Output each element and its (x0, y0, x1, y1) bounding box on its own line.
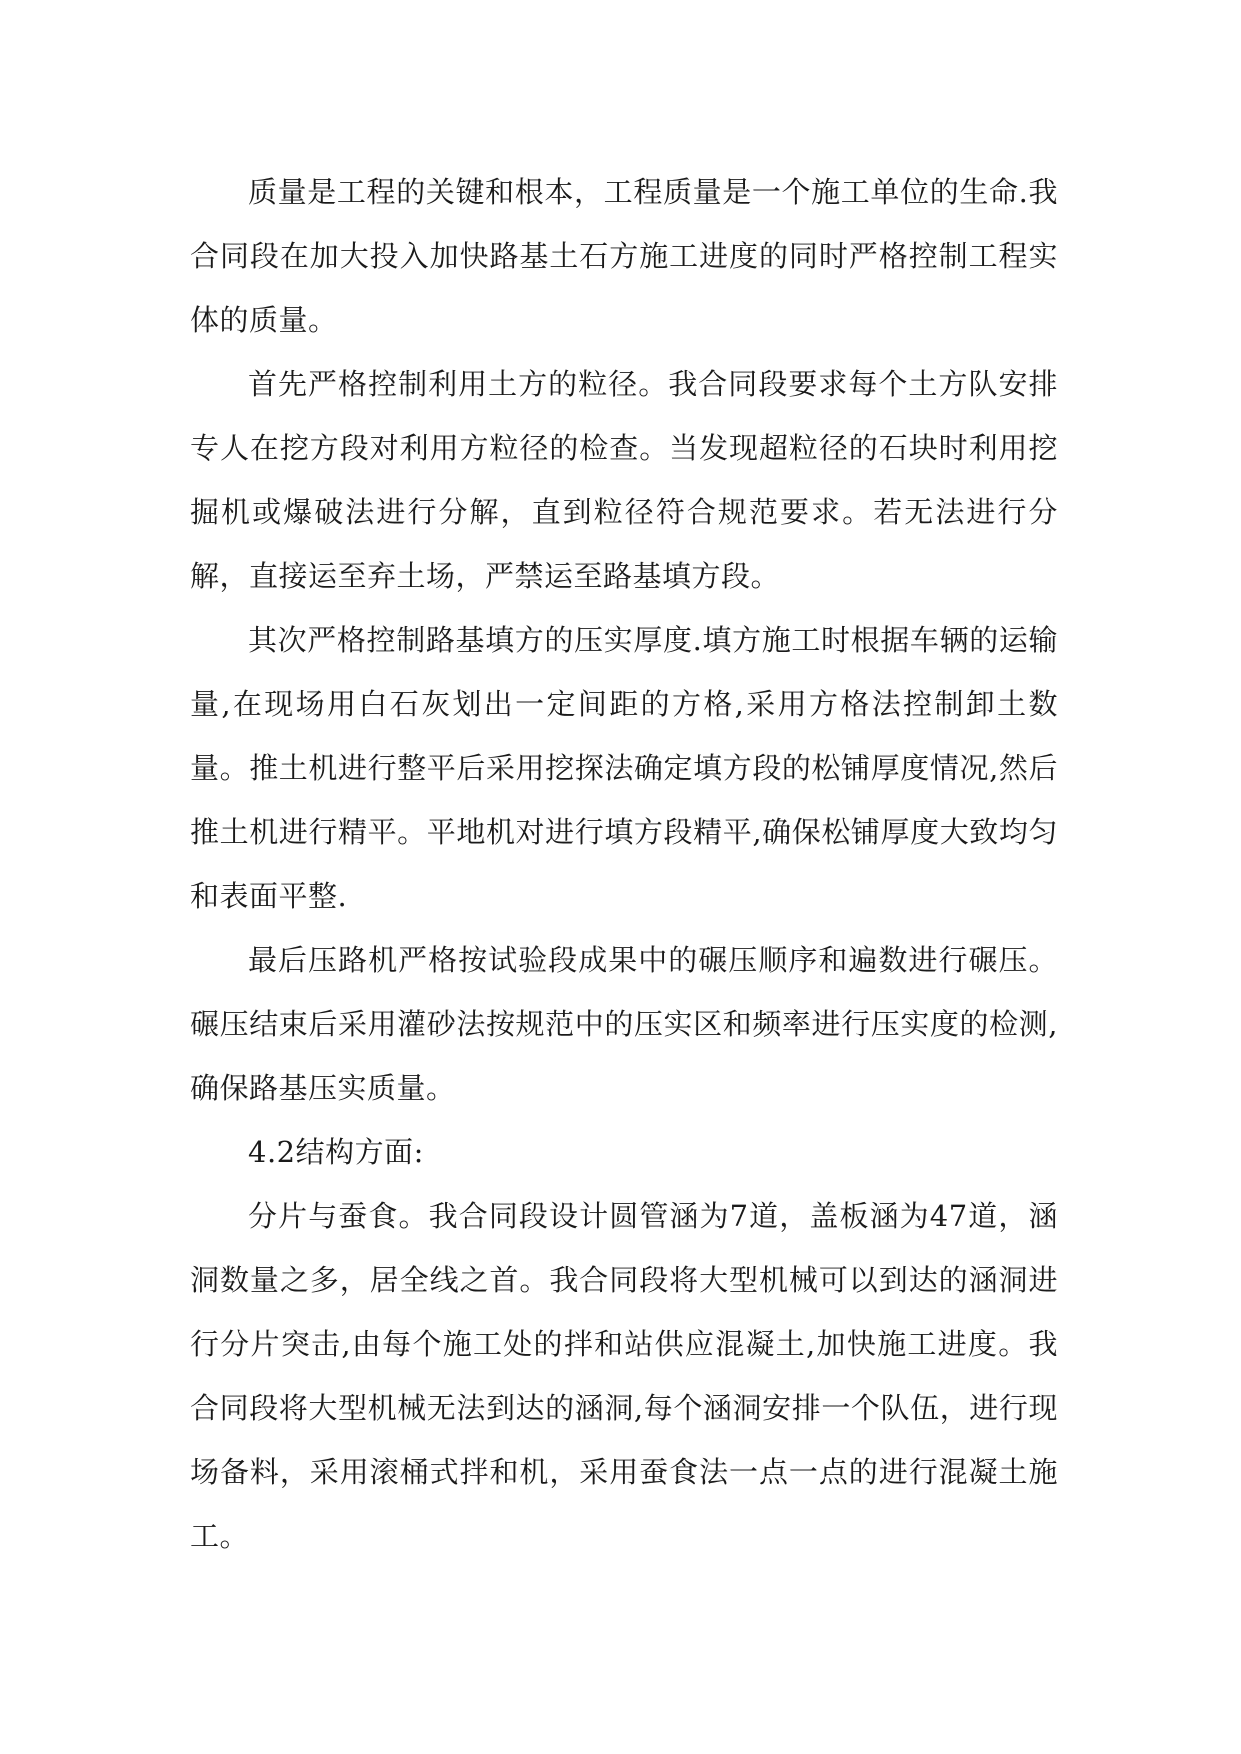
paragraph-soil-particle-size: 首先严格控制利用土方的粒径。我合同段要求每个土方队安排专人在挖方段对利用方粒径的检查。当发现超粒径的石块时利用挖掘机或爆破法进行分解，直到粒径符合规范要求。若无法进行分解，直接运至弃土场，严禁运至路基填方段。 (190, 367, 1058, 593)
section-heading-structure: 4.2结构方面: (248, 1135, 424, 1169)
paragraph-culvert-construction: 分片与蚕食。我合同段设计圆管涵为7道，盖板涵为47道，涵洞数量之多，居全线之首。我合同段将大型机械可以到达的涵洞进行分片突击,由每个施工处的拌和站供应混凝土,加快施工进度。我合同段将大型机械无法到达的涵洞,每个涵洞安排一个队伍，进行现场备料，采用滚桶式拌和机，采用蚕食法一点一点的进行混凝土施工。 (190, 1199, 1058, 1553)
paragraph-quality-intro: 质量是工程的关键和根本，工程质量是一个施工单位的生命.我合同段在加大投入加快路基土石方施工进度的同时严格控制工程实体的质量。 (190, 175, 1058, 337)
document-body (190, 160, 1058, 1568)
paragraph-roller-compaction: 最后压路机严格按试验段成果中的碾压顺序和遍数进行碾压。碾压结束后采用灌砂法按规范中的压实区和频率进行压实度的检测,确保路基压实质量。 (190, 943, 1058, 1105)
paragraph-fill-compaction-thickness: 其次严格控制路基填方的压实厚度.填方施工时根据车辆的运输量,在现场用白石灰划出一定间距的方格,采用方格法控制卸土数量。推土机进行整平后采用挖探法确定填方段的松铺厚度情况,然后推土机进行精平。平地机对进行填方段精平,确保松铺厚度大致均匀和表面平整. (190, 623, 1058, 913)
